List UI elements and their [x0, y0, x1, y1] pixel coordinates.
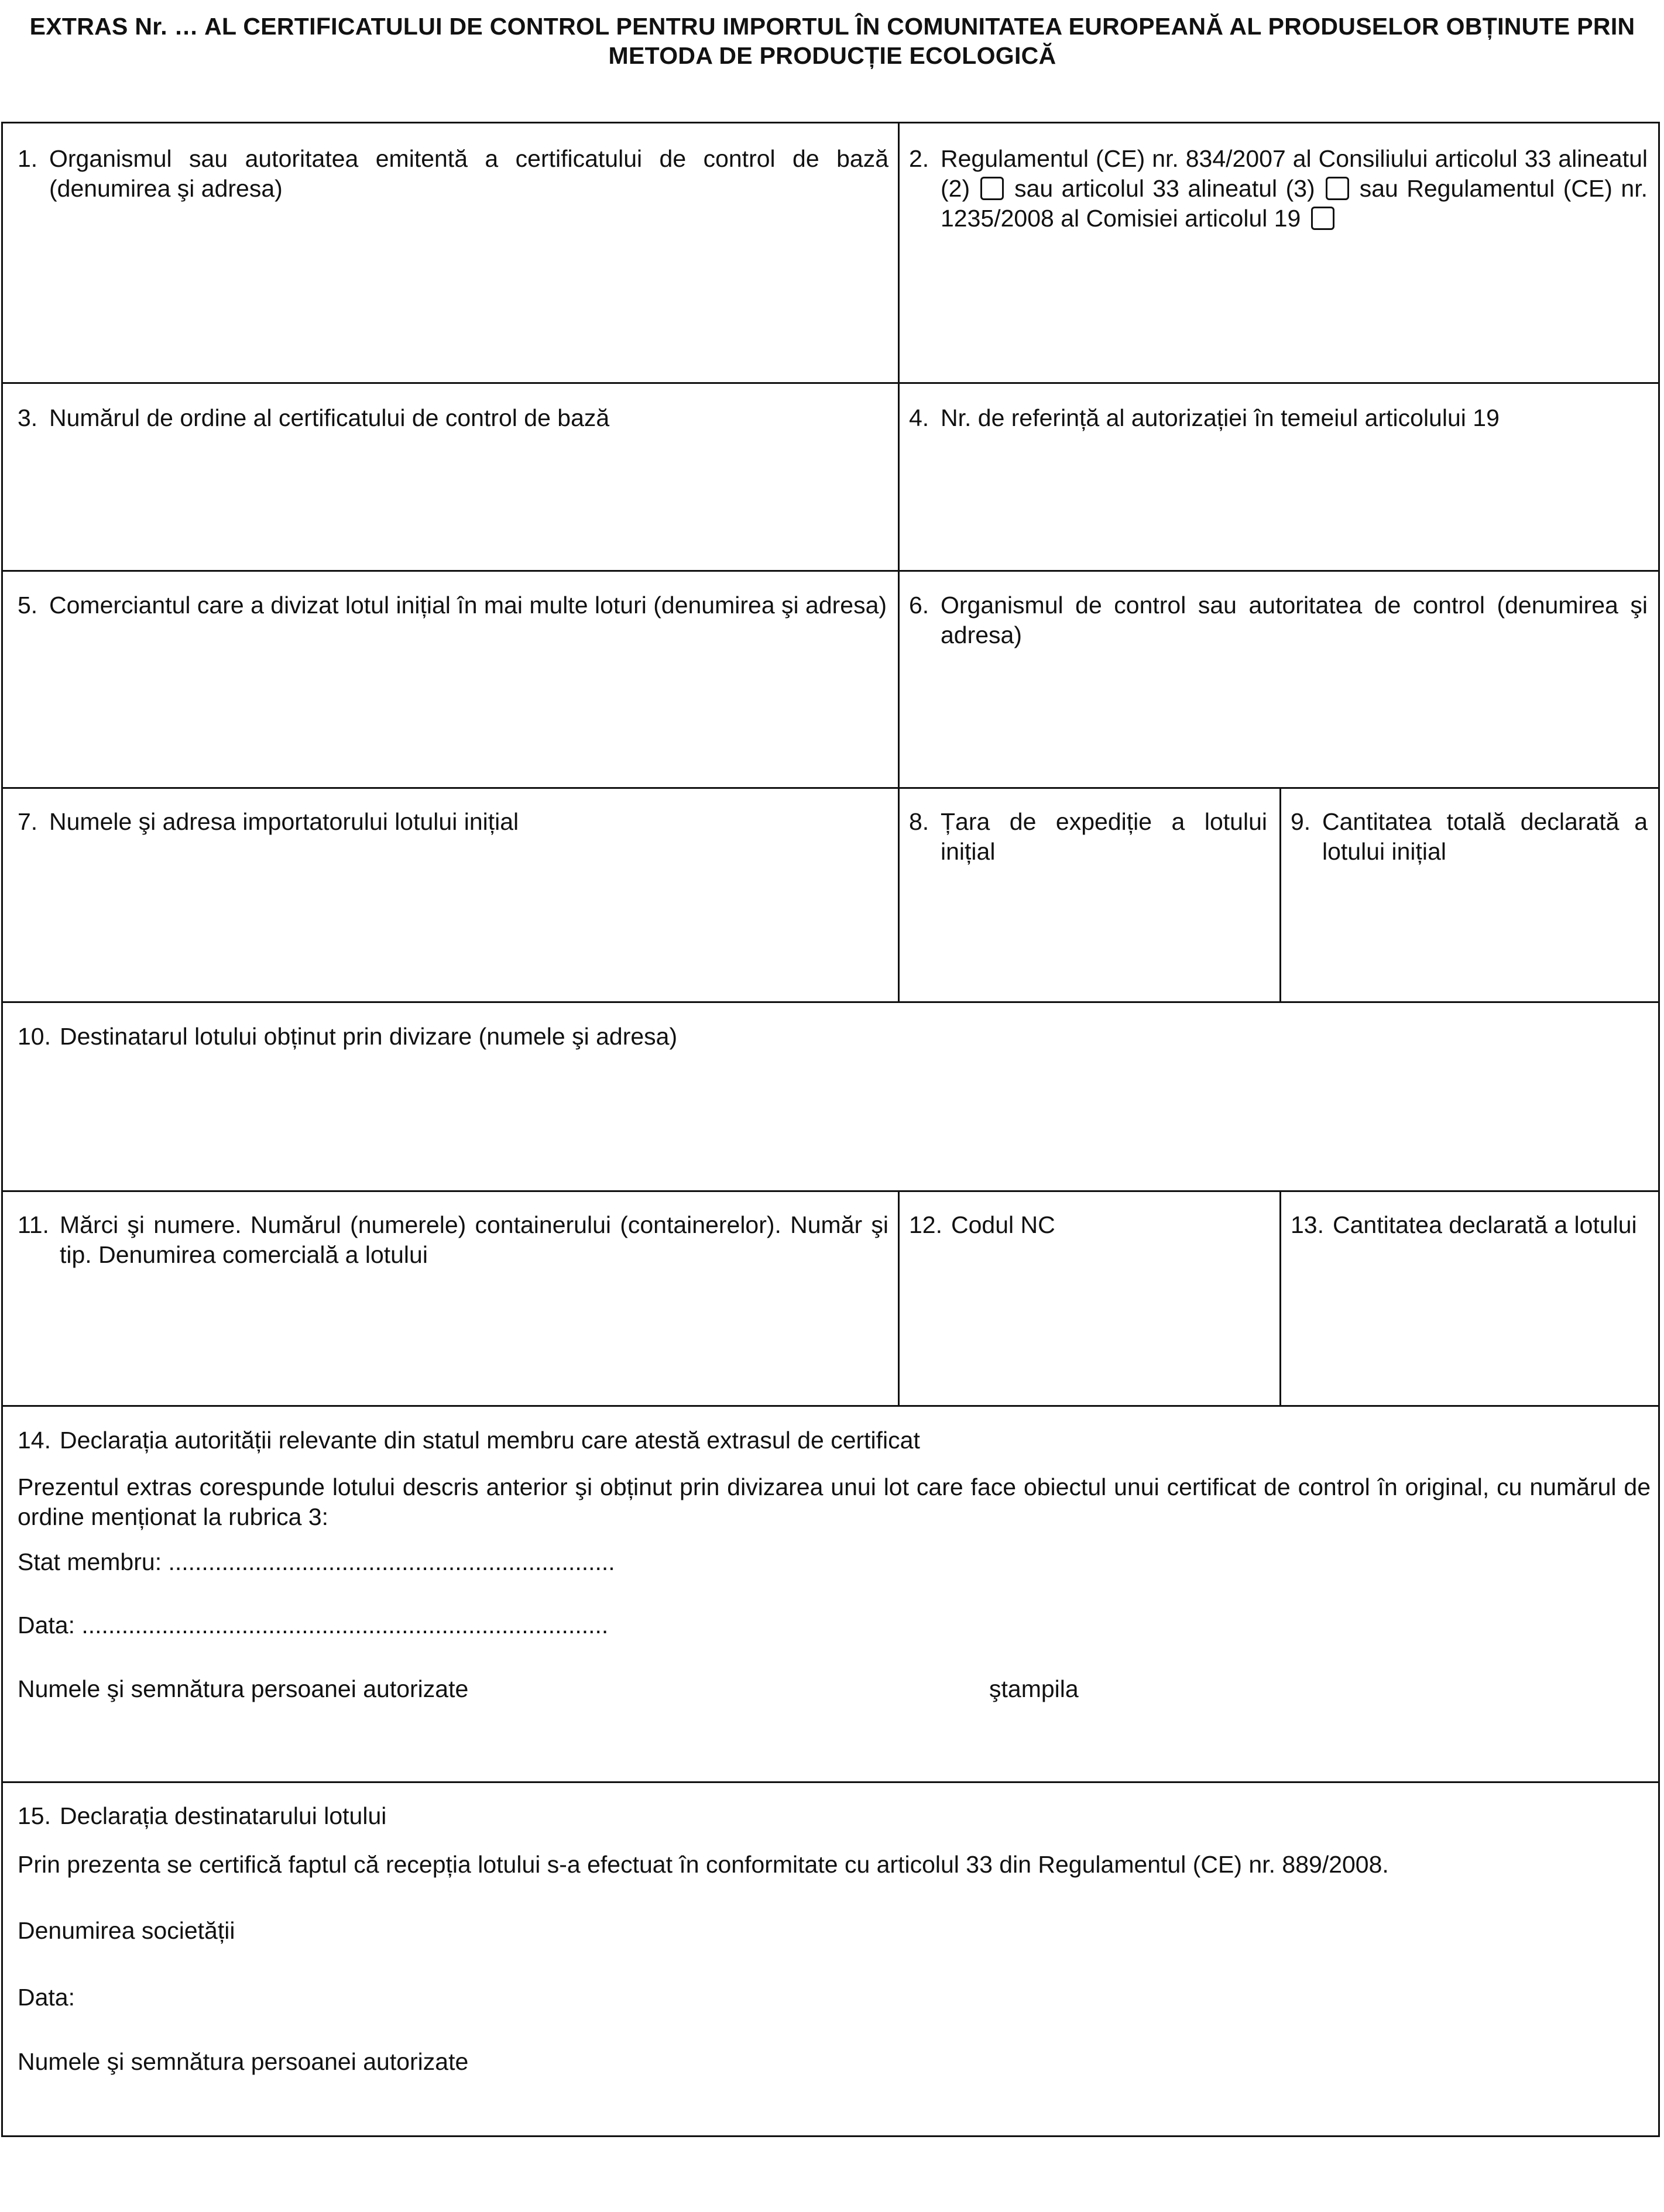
- field-label: Mărci şi numere. Numărul (numerele) containerului (containerelor). Număr şi tip. Denumirea comercială a lotului: [60, 1211, 888, 1268]
- field-number: 14.: [18, 1427, 51, 1454]
- field-number: 4.: [909, 404, 929, 431]
- field-label: Declarația destinatarului lotului: [60, 1802, 387, 1829]
- field-9[interactable]: [1291, 807, 1648, 867]
- field-3[interactable]: [18, 403, 888, 433]
- field-number: 5.: [18, 592, 38, 619]
- field-label: Cantitatea totală declarată a lotului inițial: [1322, 808, 1648, 865]
- field-label: Regulamentul (CE) nr. 834/2007 al Consiliului articolul 33 alineatul (2): [941, 145, 1648, 202]
- field-12[interactable]: [909, 1210, 1267, 1240]
- field-label: sau Regulamentul (CE) nr. 1235/2008 al Comisiei articolul 19: [941, 175, 1648, 232]
- field-number: 10.: [18, 1023, 51, 1050]
- consignee-statement: Prin prezenta se certifică faptul că recepția lotului s-a efectuat în conformitate cu articolul 33 din Regulamentul (CE) nr. 889/2008.: [18, 1851, 1389, 1878]
- row-divider: [3, 787, 1658, 789]
- field-label: Codul NC: [951, 1211, 1055, 1238]
- field-number: 3.: [18, 404, 38, 431]
- row-divider: [3, 1001, 1658, 1003]
- row-divider: [3, 382, 1658, 384]
- column-divider: [1279, 1190, 1281, 1407]
- field-number: 2.: [909, 145, 929, 172]
- field-number: 12.: [909, 1211, 942, 1238]
- authorized-signature-label: Numele şi semnătura persoanei autorizate: [18, 2048, 469, 2075]
- field-label: sau articolul 33 alineatul (3): [1014, 175, 1315, 202]
- field-7[interactable]: [18, 807, 888, 837]
- checkbox-art33-3[interactable]: [1326, 177, 1349, 200]
- field-label: Numărul de ordine al certificatului de control de bază: [49, 404, 610, 431]
- field-5[interactable]: [18, 590, 888, 620]
- field-number: 9.: [1291, 808, 1311, 835]
- field-label: Declarația autorității relevante din statul membru care atestă extrasul de certificat: [60, 1427, 920, 1454]
- field-4[interactable]: [909, 403, 1648, 433]
- date-field[interactable]: Data:: [18, 1984, 75, 2011]
- column-divider: [1279, 787, 1281, 1003]
- field-label: Nr. de referință al autorizației în temeiul articolului 19: [941, 404, 1500, 431]
- field-11[interactable]: [18, 1210, 888, 1270]
- field-8[interactable]: [909, 807, 1267, 867]
- member-state-field[interactable]: Stat membru: ...................................................................: [18, 1548, 615, 1575]
- field-14: [18, 1426, 1651, 1455]
- field-number: 7.: [18, 808, 38, 835]
- checkbox-art19[interactable]: [1311, 207, 1334, 230]
- field-label: Organismul sau autoritatea emitentă a certificatului de control de bază (denumirea şi adresa): [49, 145, 888, 202]
- field-number: 8.: [909, 808, 929, 835]
- field-label: Organismul de control sau autoritatea de control (denumirea şi adresa): [941, 592, 1648, 648]
- field-number: 11.: [18, 1211, 49, 1238]
- field-13[interactable]: [1291, 1210, 1648, 1240]
- field-label: Comerciantul care a divizat lotul inițial în mai multe loturi (denumirea şi adresa): [49, 592, 887, 619]
- field-number: 13.: [1291, 1211, 1324, 1238]
- column-divider: [898, 1190, 900, 1407]
- row-divider: [3, 1405, 1658, 1407]
- date-field[interactable]: Data: ...............................................................................: [18, 1612, 609, 1639]
- authority-statement: Prezentul extras corespunde lotului descris anterior şi obținut prin divizarea unui lot care face obiectul unui certificat de control în original, cu numărul de ordine menționat la rubrica 3:: [18, 1473, 1651, 1530]
- row-divider: [3, 1781, 1658, 1783]
- field-number: 15.: [18, 1802, 51, 1829]
- field-6[interactable]: [909, 590, 1648, 650]
- field-number: 1.: [18, 145, 38, 172]
- row-divider: [3, 570, 1658, 572]
- field-label: Cantitatea declarată a lotului: [1333, 1211, 1637, 1238]
- row-divider: [3, 1190, 1658, 1192]
- document-title: EXTRAS Nr. … AL CERTIFICATULUI DE CONTROL PENTRU IMPORTUL ÎN COMUNITATEA EUROPEANĂ AL PRODUSELOR OBȚINUTE PRIN METODA DE PRODUCȚIE ECOLOGICĂ: [29, 13, 1635, 69]
- field-15: [18, 1801, 1651, 1831]
- certificate-form: [1, 122, 1660, 2137]
- authorized-signature-label: Numele şi semnătura persoanei autorizate: [18, 1675, 469, 1702]
- checkbox-art33-2[interactable]: [980, 177, 1004, 200]
- column-divider: [898, 123, 900, 1003]
- field-number: 6.: [909, 592, 929, 619]
- field-2: [909, 144, 1648, 233]
- field-1[interactable]: [18, 144, 888, 204]
- field-10[interactable]: [18, 1022, 1651, 1052]
- field-label: Destinatarul lotului obținut prin divizare (numele şi adresa): [60, 1023, 678, 1050]
- field-label: Numele şi adresa importatorului lotului inițial: [49, 808, 519, 835]
- field-label: Țara de expediție a lotului inițial: [941, 808, 1267, 865]
- stamp-label: ştampila: [989, 1675, 1079, 1702]
- company-name-field[interactable]: Denumirea societății: [18, 1917, 235, 1944]
